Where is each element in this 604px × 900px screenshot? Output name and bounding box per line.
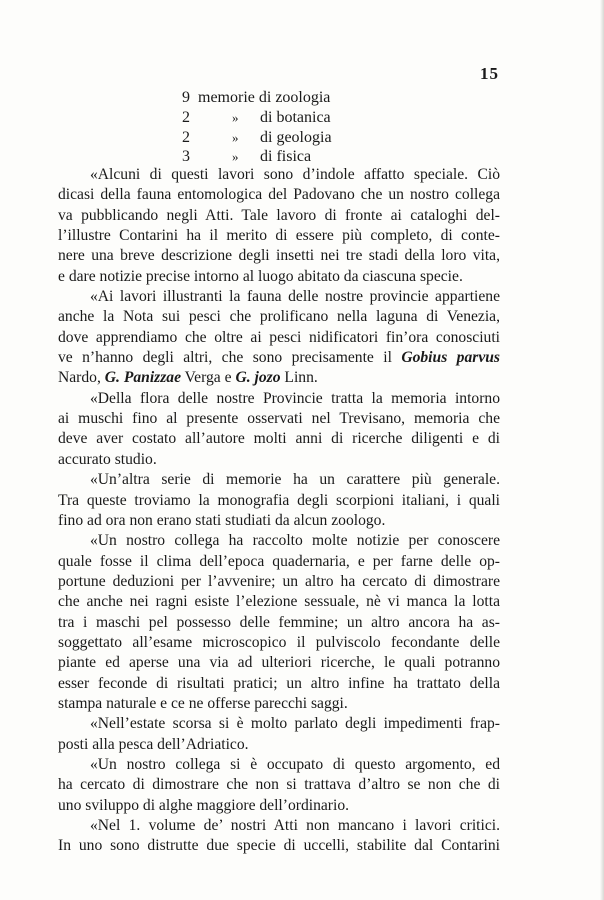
- paragraph-clima-quadernaria: [58, 531, 500, 714]
- paragraph-pesca-adriatico: [58, 714, 500, 755]
- text-line: accurato studio.: [58, 450, 157, 468]
- text-line: «Un nostro collega si è occupato di questo argomento, ed: [90, 755, 500, 773]
- tally-count: 2: [182, 128, 190, 146]
- text-line: che anche nei ragni esiste l’elezione sessuale, nè vi manca la lotta: [58, 593, 500, 611]
- tally-count: 2: [182, 108, 190, 126]
- text-line: nere una breve descrizione degli insetti nei tre stadi della loro vita,: [58, 247, 500, 265]
- tally-row: [0, 108, 604, 128]
- text-line: stampa naturale e ce ne offerse parecchi saggi.: [58, 694, 348, 712]
- tally-count: 3: [182, 148, 190, 166]
- text-line: e dare notizie precise intorno al luogo abitato da ciascuna specie.: [58, 267, 463, 285]
- text-line: posti alla pesca dell’Adriatico.: [58, 735, 249, 753]
- text-line: dicasi della fauna entomologica del Padovano che un nostro collega: [58, 186, 500, 204]
- paragraph-fauna-padovano: [58, 165, 500, 287]
- text-fragment: ve n’hanno degli altri, che sono precisamente il: [58, 349, 402, 367]
- text-line: l’illustre Contarini ha il merito di essere più completo, di conte-: [58, 227, 500, 245]
- body-text: [58, 165, 500, 857]
- text-line: anche la Nota sui pesci che prolificano nella laguna di Venezia,: [58, 308, 500, 326]
- tally-label: di botanica: [260, 108, 331, 126]
- text-line: quale fosse il clima dell’epoca quadernaria, e per farne delle op-: [58, 552, 500, 570]
- text-line: tra i maschi pel possesso delle femmine; un altro ancora ha as-: [58, 613, 500, 631]
- ditto-mark: »: [232, 149, 239, 165]
- text-line: piante ed aperse una via ad ulteriori ricerche, le quali potranno: [58, 654, 500, 672]
- text-line: «Un nostro collega ha raccolto molte notizie per conoscere: [90, 532, 500, 550]
- species-gobius-parvus: Gobius parvus: [401, 349, 500, 367]
- text-line: va pubblicando negli Atti. Tale lavoro di fronte ai cataloghi del-: [58, 206, 500, 224]
- memoir-tally: [0, 88, 604, 167]
- text-line: esser feconde di risultati pratici; un altro infine ha trattato della: [58, 674, 500, 692]
- tally-row: [0, 88, 604, 108]
- paragraph-alghe: [58, 755, 500, 816]
- text-line: dove apprendiamo che oltre ai pesci nidificatori fin’ora conosciuti: [58, 328, 500, 346]
- text-line: «Della flora delle nostre Provincie tratta la memoria intorno: [90, 389, 500, 407]
- text-line: uno sviluppo di alghe maggiore dell’ordinario.: [58, 796, 350, 814]
- ditto-mark: »: [232, 129, 239, 145]
- text-line-with-species: [58, 348, 500, 368]
- text-line: «Alcuni di questi lavori sono d’indole affatto speciale. Ciò: [90, 166, 500, 183]
- text-line: fino ad ora non erano stati studiati da alcun zoologo.: [58, 511, 386, 529]
- tally-row: [0, 128, 604, 148]
- tally-label: di fisica: [260, 148, 312, 166]
- text-line: portune deduzioni per l’avvenire; un altro ha cercato di dimostrare: [58, 572, 500, 590]
- text-line: soggettato all’esame microscopico il pulviscolo fecondante delle: [58, 633, 500, 651]
- text-line: «Nell’estate scorsa si è molto parlato degli impedimenti frap-: [90, 715, 500, 733]
- ditto-mark: »: [232, 109, 239, 125]
- text-line: «Un’altra serie di memorie ha un carattere più generale.: [90, 471, 500, 489]
- paragraph-pesci-laguna: [58, 287, 500, 389]
- tally-count: 9: [182, 89, 190, 106]
- text-fragment: Nardo,: [58, 369, 105, 387]
- text-fragment: Linn.: [280, 369, 318, 387]
- tally-label: di geologia: [260, 128, 332, 146]
- page-edge-shadow: [600, 0, 604, 900]
- text-line-with-species: [58, 368, 500, 388]
- paragraph-scorpioni: [58, 470, 500, 531]
- text-line: ai muschi fino al presente osservati nel Trevisano, memoria che: [58, 410, 500, 428]
- paragraph-lavori-critici: [58, 816, 500, 857]
- paragraph-flora-muschi: [58, 389, 500, 470]
- page-number: 15: [480, 64, 499, 83]
- text-line: «Ai lavori illustranti la fauna delle nostre provincie appartiene: [90, 288, 500, 306]
- species-g-panizzae: G. Panizzae: [104, 369, 182, 387]
- species-g-jozo: G. jozo: [235, 369, 281, 387]
- text-line: ha cercato di dimostrare che non si trattava d’altro se non che di: [58, 776, 500, 794]
- text-line: «Nel 1. volume de’ nostri Atti non mancano i lavori critici.: [90, 817, 500, 834]
- text-line: Tra queste troviamo la monografia degli scorpioni italiani, i quali: [58, 491, 500, 509]
- tally-label: memorie di zoologia: [198, 89, 331, 106]
- text-line: In uno sono distrutte due specie di uccelli, stabilite dal Contarini: [58, 837, 500, 855]
- text-fragment: Verga e: [181, 369, 236, 387]
- text-line: deve aver costato all’autore molti anni di ricerche diligenti e di: [58, 430, 500, 448]
